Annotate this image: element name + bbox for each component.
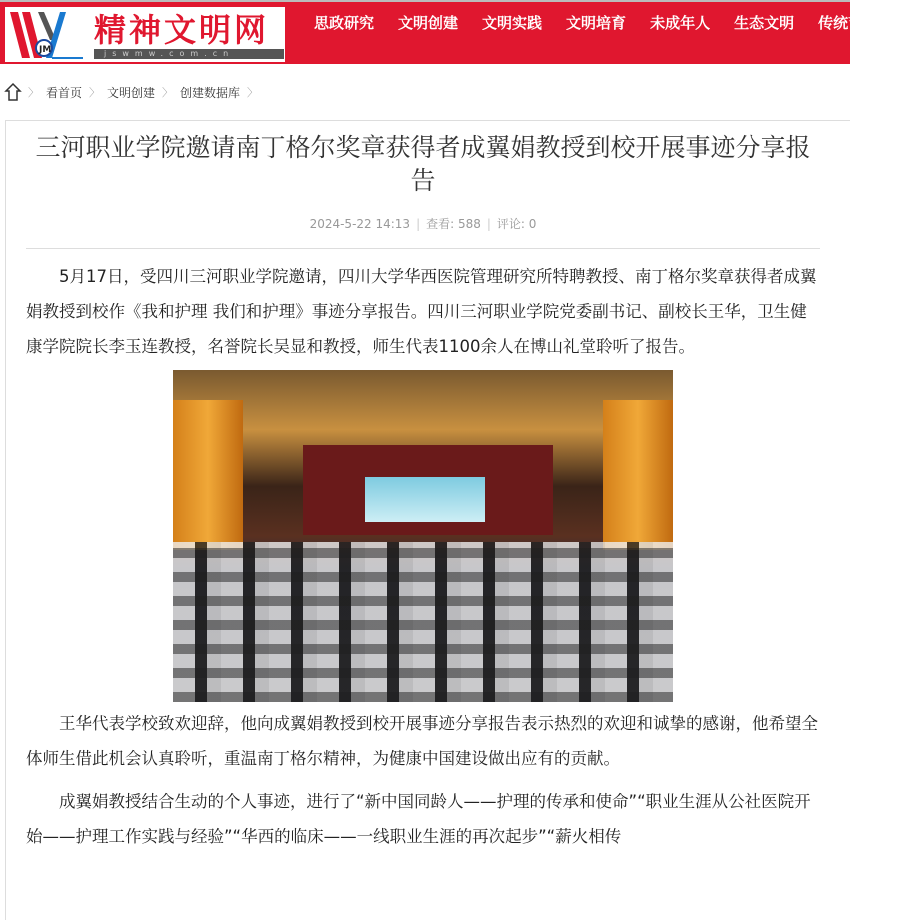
logo-url: jswmw.com.cn bbox=[94, 49, 284, 59]
home-icon[interactable] bbox=[5, 83, 21, 101]
logo-text: 精神文明网 bbox=[94, 10, 270, 49]
chevron-right-icon: 〉 bbox=[162, 86, 174, 99]
main-nav bbox=[314, 12, 902, 33]
site-logo[interactable] bbox=[5, 7, 285, 62]
svg-text:JM: JM bbox=[39, 44, 52, 55]
chevron-right-icon: 〉 bbox=[89, 86, 101, 99]
nav-item[interactable]: 未成年人 bbox=[650, 14, 711, 32]
article-photo bbox=[173, 370, 673, 702]
article-date: 2024-5-22 14:13 bbox=[309, 217, 411, 231]
nav-item[interactable]: 思政研究 bbox=[314, 14, 375, 32]
comment-count[interactable]: 评论: 0 bbox=[496, 217, 537, 231]
breadcrumb-item[interactable]: 创建数据库 bbox=[180, 85, 241, 100]
site-header bbox=[0, 2, 879, 64]
nav-item[interactable]: 文明实践 bbox=[482, 14, 543, 32]
breadcrumb-item[interactable]: 看首页 bbox=[46, 85, 83, 100]
article-paragraph: 5月17日，受四川三河职业学院邀请，四川大学华西医院管理研究所特聘教授、南丁格尔奖章获得者成翼娟教授到校作《我和护理 我们和护理》事迹分享报告。四川三河职业学院党委副书记、副校长王华，卫生健康学院院长李玉连教授，名誉院长吴显和教授，师生代表1100余人在博山礼堂聆听了报告。 bbox=[26, 267, 817, 356]
divider bbox=[26, 248, 820, 249]
chevron-right-icon: 〉 bbox=[247, 86, 259, 99]
nav-item[interactable]: 文明培育 bbox=[566, 14, 627, 32]
article-paragraph: 成翼娟教授结合生动的个人事迹，进行了“新中国同龄人——护理的传承和使命”“职业生涯从公社医院开始——护理工作实践与经验”“华西的临床——一线职业生涯的再次起步”“薪火相传 bbox=[26, 792, 811, 846]
nav-item[interactable]: 生态文明 bbox=[734, 14, 795, 32]
article-paragraph: 王华代表学校致欢迎辞，他向成翼娟教授到校开展事迹分享报告表示热烈的欢迎和诚挚的感谢，他希望全体师生借此机会认真聆听，重温南丁格尔精神，为健康中国建设做出应有的贡献。 bbox=[26, 714, 818, 768]
nav-item[interactable]: 传统节日 bbox=[818, 14, 879, 32]
article-container bbox=[5, 120, 850, 920]
nav-item[interactable]: 文明创建 bbox=[398, 14, 459, 32]
view-count: 查看: 588 bbox=[426, 217, 481, 231]
article-meta: 2024-5-22 14:13 | 查看: 588 | 评论: 0 bbox=[309, 217, 537, 231]
chevron-right-icon: 〉 bbox=[28, 86, 39, 99]
breadcrumb-item[interactable]: 文明创建 bbox=[107, 85, 156, 100]
logo-mark-icon bbox=[8, 10, 86, 60]
breadcrumb bbox=[0, 64, 850, 120]
article-title: 三河职业学院邀请南丁格尔奖章获得者成翼娟教授到校开展事迹分享报告 bbox=[35, 133, 811, 195]
